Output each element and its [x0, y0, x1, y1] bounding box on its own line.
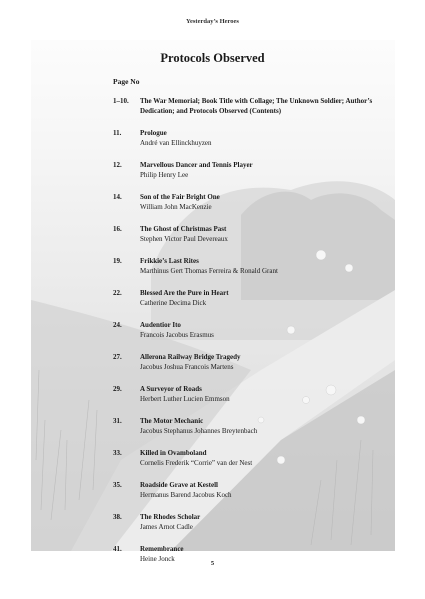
entry-page-number: 33. [113, 449, 122, 457]
entry-author: Jacobus Joshua Francois Martens [140, 362, 234, 371]
entry-author: Philip Henry Lee [140, 170, 189, 179]
contents-entry [113, 193, 403, 212]
entry-title: Audentior Ito [140, 321, 181, 329]
entry-title: The Motor Mechanic [140, 417, 204, 425]
entry-author: Stephen Victor Paul Devereaux [140, 234, 228, 243]
entry-page-number: 38. [113, 513, 122, 521]
entry-title: A Surveyor of Roads [140, 385, 202, 393]
entry-page-number: 11. [113, 129, 122, 137]
entry-page-number: 29. [113, 385, 122, 393]
entry-author: Herbert Luther Lucien Emmson [140, 394, 230, 403]
contents-entry [113, 417, 403, 436]
contents-entry [113, 353, 403, 372]
page-number: 5 [210, 560, 215, 567]
entry-author: Jacobus Stephanus Johannes Breytenbach [140, 426, 258, 435]
entry-author: Catherine Decima Dick [140, 298, 207, 307]
entry-page-number: 41. [113, 545, 122, 553]
page-title: Protocols Observed [160, 51, 265, 65]
entry-page-number: 24. [113, 321, 122, 329]
entry-page-number: 1–10. [113, 97, 129, 105]
entry-author: Francois Jacobus Erasmus [140, 330, 214, 339]
entry-page-number: 14. [113, 193, 122, 201]
entry-author: William John MacKenzie [140, 202, 212, 211]
entry-author: Marthinus Gert Thomas Ferreira & Ronald Grant [140, 266, 278, 275]
entry-page-number: 16. [113, 225, 122, 233]
contents-entry [113, 161, 403, 180]
contents-entry [113, 513, 403, 532]
entry-title: The Ghost of Christmas Past [140, 225, 227, 233]
entry-author: James Arnot Cadle [140, 522, 193, 531]
entry-title: Roadside Grave at Kestell [140, 481, 218, 489]
contents-entry [113, 385, 403, 404]
entry-page-number: 27. [113, 353, 122, 361]
contents-entry [113, 257, 403, 276]
entry-author: André van Ellinckhuyzen [140, 138, 212, 147]
contents-entry [113, 481, 403, 500]
contents-entry [113, 129, 403, 148]
entry-title: Remembrance [140, 545, 184, 553]
contents-entry [113, 225, 403, 244]
entry-title: Son of the Fair Bright One [140, 193, 220, 201]
entry-title: Frikkie’s Last Rites [140, 257, 199, 265]
running-header: Yesterday’s Heroes [186, 18, 239, 25]
entry-author: Heine Jonck [140, 554, 175, 563]
entry-page-number: 31. [113, 417, 122, 425]
entry-title: Marvellous Dancer and Tennis Player [140, 161, 253, 169]
entry-author: Cornelis Frederik “Corrie” van der Nest [140, 458, 253, 467]
entry-title: The Rhodes Scholar [140, 513, 201, 521]
entry-page-number: 22. [113, 289, 122, 297]
contents-entry [113, 289, 403, 308]
contents-entry [113, 97, 403, 116]
entry-title: Allerona Railway Bridge Tragedy [140, 353, 241, 361]
entry-title: The War Memorial; Book Title with Collage; The Unknown Soldier; Author’s Dedication; and Protocols Observed (Contents) [140, 97, 373, 115]
contents-list [113, 97, 403, 577]
entry-page-number: 19. [113, 257, 122, 265]
contents-entry [113, 449, 403, 468]
entry-title: Prologue [140, 129, 167, 137]
entry-title: Blessed Are the Pure in Heart [140, 289, 229, 297]
entry-author: Hermanus Barend Jacobus Koch [140, 490, 232, 499]
entry-title: Killed in Ovamboland [140, 449, 207, 457]
page-no-label: Page No [113, 77, 140, 86]
contents-entry [113, 321, 403, 340]
entry-page-number: 12. [113, 161, 122, 169]
entry-page-number: 35. [113, 481, 122, 489]
